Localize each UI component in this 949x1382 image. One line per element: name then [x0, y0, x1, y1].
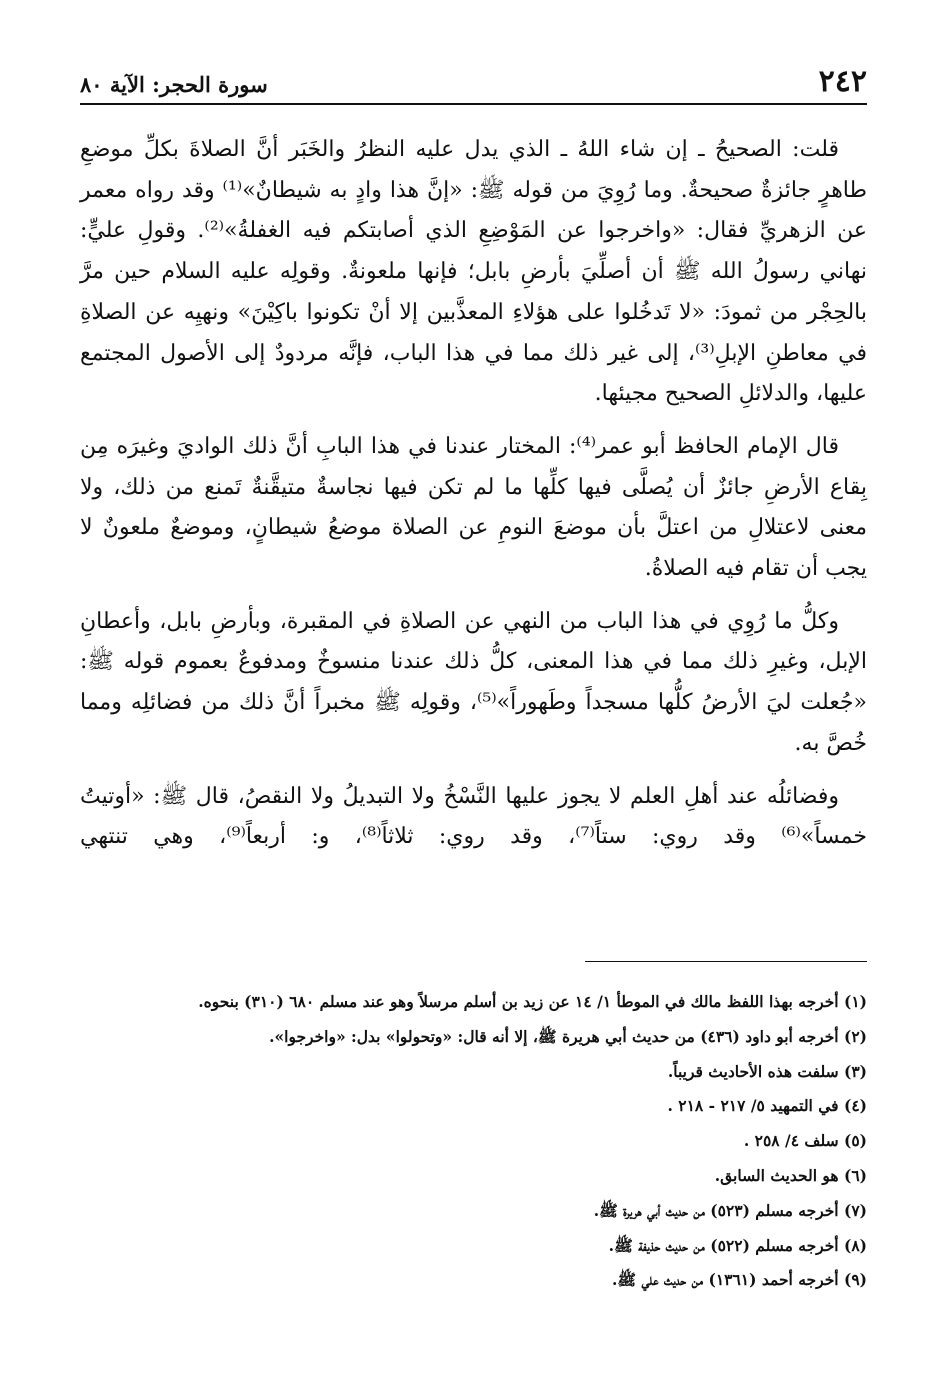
footnote-3: (٣) سلفت هذه الأحاديث قريباً. — [667, 1061, 867, 1081]
footnote-6: (٦) هو الحديث السابق. — [714, 1165, 867, 1185]
paragraph-3: وكلُّ ما رُوِي في هذا الباب من النهي عن الصلاةِ في المقبرة، وبأرضِ بابل، وأعطانِ الإبل، وغيرِ ذلك مما في هذا المعنى، كلُّ ذلك عندنا منسوخٌ ومدفوعٌ بعموم قوله ﷺ: «جُعلت ليَ الأرضُ كلُّها مسجداً وطَهوراً»⁽⁵⁾، وقولِه ﷺ مخبراً أنَّ ذلك من فضائلِه ومما خُصَّ به. — [80, 608, 867, 756]
footnote-1: (١) أخرجه بهذا اللفظ مالك في الموطأ ١/ ١٤ عن زيد بن أسلم مرسلاً وهو عند مسلم ٦٨٠ (٣١٠) بنحوه. — [198, 992, 867, 1011]
running-title: سورة الحجر: الآية ٨٠ — [80, 72, 268, 97]
paragraph-4: وفضائلُه عند أهلِ العلم لا يجوز عليها النَّسْخُ ولا التبديلُ ولا النقصُ، قال ﷺ: «أوتيتُ خمساً»⁽⁶⁾ وقد روي: ستاً⁽⁷⁾، وقد روي: ثلاثاً⁽⁸⁾، و: أربعاً⁽⁹⁾، وهي تنتهي — [80, 783, 867, 850]
footnote-2: (٢) أخرجه أبو داود (٤٣٦) من حديث أبي هريرة ﷺ، إلا أنه قال: «وتحولوا» بدل: «واخرجوا». — [269, 1026, 867, 1046]
paragraph-2: قال الإمام الحافظ أبو عمر⁽⁴⁾: المختار عندنا في هذا البابِ أنَّ ذلك الواديَ وغيرَه مِن بِقاع الأرضِ جائزٌ أن يُصلَّى فيها كلِّها ما لم تكن فيها نجاسةٌ متيقَّنةٌ تَمنع من ذلك، ولا معنى لاعتلالِ من اعتلَّ بأن موضعَ النومِ عن الصلاة موضعُ شيطانٍ، وموضعٌ ملعونٌ لا يجب أن تقام فيه الصلاةُ. — [80, 433, 867, 582]
page-number: ٢٤٢ — [818, 64, 867, 99]
paragraph-1: قلت: الصحيحُ ـ إن شاء اللهُ ـ الذي يدل عليه النظرُ والخَبَر أنَّ الصلاةَ بكلِّ موضعِ طاهرٍ جائزةٌ صحيحةٌ. وما رُوِيَ من قوله ﷺ: «إنَّ هذا وادٍ به شيطانٌ»⁽¹⁾ وقد رواه معمر عن الزهريِّ فقال: «واخرجوا عن المَوْضِعِ الذي أصابتكم فيه الغفلةُ»⁽²⁾. وقولِ عليٍّ: نهاني رسولُ الله ﷺ أن أصلِّيَ بأرضِ بابل؛ فإنها ملعونةٌ. وقولِه عليه السلام حين مرَّ بالحِجْر من ثمودَ: «لا تَدخُلوا على هؤلاءِ المعذَّبين إلا أنْ تكونوا باكِيْنَ» ونهيِه عن الصلاةِ في معاطنِ الإبلِ⁽³⁾، إلى غير ذلك مما في هذا الباب، فإنَّه مردودٌ إلى الأصول المجتمع عليها، والدلائلِ الصحيح مجيئها. — [80, 137, 868, 407]
footnote-4: (٤) في التمهيد ٥/ ٢١٧ - ٢١٨ . — [667, 1096, 867, 1116]
header-divider — [80, 103, 867, 105]
footnote-divider — [585, 961, 867, 962]
footnote-8: (٨) أخرجه مسلم (٥٢٢) من حديث حذيفة ﷺ. — [608, 1235, 867, 1255]
footnote-9: (٩) أخرجه أحمد (١٣٦١) من حديث علي ﷺ. — [611, 1270, 867, 1290]
footnote-7: (٧) أخرجه مسلم (٥٢٣) من حديث أبي هريرة ﷺ. — [593, 1200, 867, 1220]
page-header — [80, 56, 867, 102]
footnote-5: (٥) سلف ٤/ ٢٥٨ . — [743, 1131, 867, 1151]
footnotes — [80, 985, 867, 1298]
main-text — [80, 130, 867, 870]
